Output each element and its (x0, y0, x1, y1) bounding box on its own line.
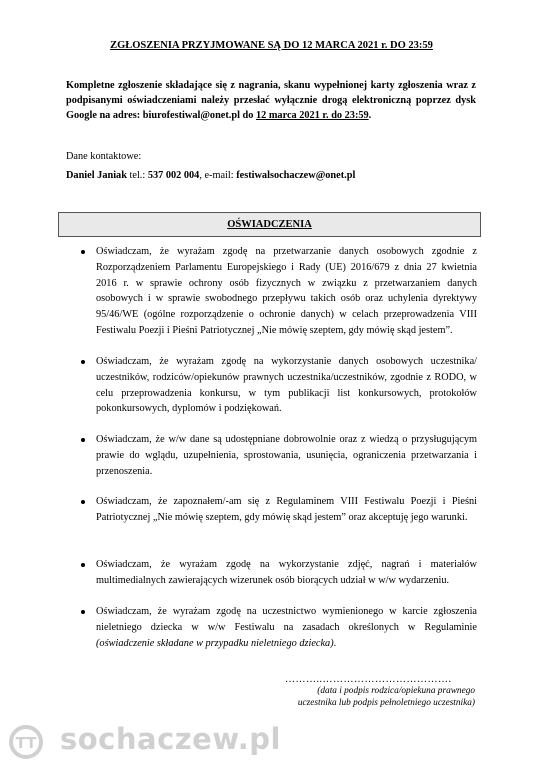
signature-caption (270, 685, 475, 709)
deadline-heading: ZGŁOSZENIA PRZYJMOWANE SĄ DO 12 MARCA 2021 r. DO 23:59 (110, 40, 433, 51)
bullet-icon (81, 563, 85, 567)
statement-item (96, 244, 477, 339)
bullet-icon (81, 250, 85, 254)
contact-phone: 537 002 004 (147, 170, 200, 181)
signature-caption-line: (data i podpis rodzica/opiekuna prawnego (317, 686, 475, 696)
statement-text: Oświadczam, że zapoznałem/-am się z Regulaminem VIII Festiwalu Poezji i Pieśni Patriotycznej „Nie mówię szeptem, gdy mówię skąd jestem” oraz akceptuję jego warunki. (96, 496, 477, 523)
deadline-date: 12 marca 2021 r. do 23:59 (255, 110, 369, 121)
bullet-icon (81, 360, 85, 364)
signature-line: ………..………………………………. (285, 674, 452, 685)
signature-caption-line: uczestnika lub podpis pełnoletniego uczestnika) (297, 698, 475, 708)
statement-text: Oświadczam, że wyrażam zgodę na wykorzystanie danych osobowych uczestnika/ uczestników, rodziców/opiekunów prawnych uczestnika/uczestników, zgodnie z RODO, w celu przeprowadzenia konkursu, w tym publikacji list konkursowych, protokołów pokonkursowych, dyplomów i podziękowań. (96, 356, 477, 415)
statement-note: (oświadczenie składane w przypadku nieletniego dziecka) (96, 637, 334, 649)
svg-text:TT: TT (15, 734, 37, 752)
statement-item (96, 432, 477, 479)
statement-text: Oświadczam, że wyrażam zgodę na przetwarzanie danych osobowych zgodnie z Rozporządzeniem Parlamentu Europejskiego i Rady (UE) 2016/679 z dnia 27 kwietnia 2016 r. w sprawie ochrony osób fizycznych w związku z przetwarzaniem danych osobowych i w sprawie swobodnego przepływu takich osób oraz uchylenia dyrektywy 95/46/WE (ogólne rozporządzenie o ochronie danych) w celach przeprowadzenia VIII Festiwalu Poezji i Pieśni Patriotycznej „Nie mówię szeptem, gdy mówię skąd jestem”. (96, 246, 477, 336)
statement-item (96, 557, 477, 589)
statement-item (96, 354, 477, 417)
bullet-icon (81, 500, 85, 504)
instructions-text: Kompletne zgłoszenie składające się z nagrania, skanu wypełnionej karty zgłoszenia wraz z podpisanymi oświadczeniami należy przesłać wyłącznie drogą elektroniczną poprzez dysk Google na adres: biurofestiwal@onet.pl do (66, 80, 476, 121)
contact-details (66, 170, 355, 181)
statement-text: Oświadczam, że w/w dane są udostępniane dobrowolnie oraz z wiedzą o przysługującym prawie do wglądu, uzupełnienia, sprostowania, usunięcia, ograniczenia przetwarzania i przenoszenia. (96, 434, 477, 477)
contact-label: Dane kontaktowe: (66, 151, 142, 162)
instructions-end: . (368, 110, 372, 121)
section-header (58, 212, 481, 237)
statement-item (96, 604, 477, 651)
statement-end: . (333, 637, 337, 649)
contact-email: festiwalsochaczew@onet.pl (236, 170, 356, 181)
statement-item (96, 494, 477, 526)
bullet-icon (81, 438, 85, 442)
email-label: , e-mail: (199, 170, 237, 181)
section-title: OŚWIADCZENIA (227, 219, 312, 230)
contact-name: Daniel Janiak (66, 170, 127, 181)
bullet-icon (81, 610, 85, 614)
submission-instructions (66, 78, 476, 123)
statement-text: Oświadczam, że wyrażam zgodę na wykorzystanie zdjęć, nagrań i materiałów multimedialnych zawierających wizerunek osób biorących udział w w/w wydarzeniu. (96, 559, 477, 586)
tel-label: tel.: (126, 170, 148, 181)
statement-text: Oświadczam, że wyrażam zgodę na uczestnictwo wymienionego w karcie zgłoszenia nieletniego dziecka w w/w Festiwalu na zasadach określonych w Regulaminie (96, 606, 477, 633)
watermark-text: sochaczew.pl (60, 722, 281, 756)
